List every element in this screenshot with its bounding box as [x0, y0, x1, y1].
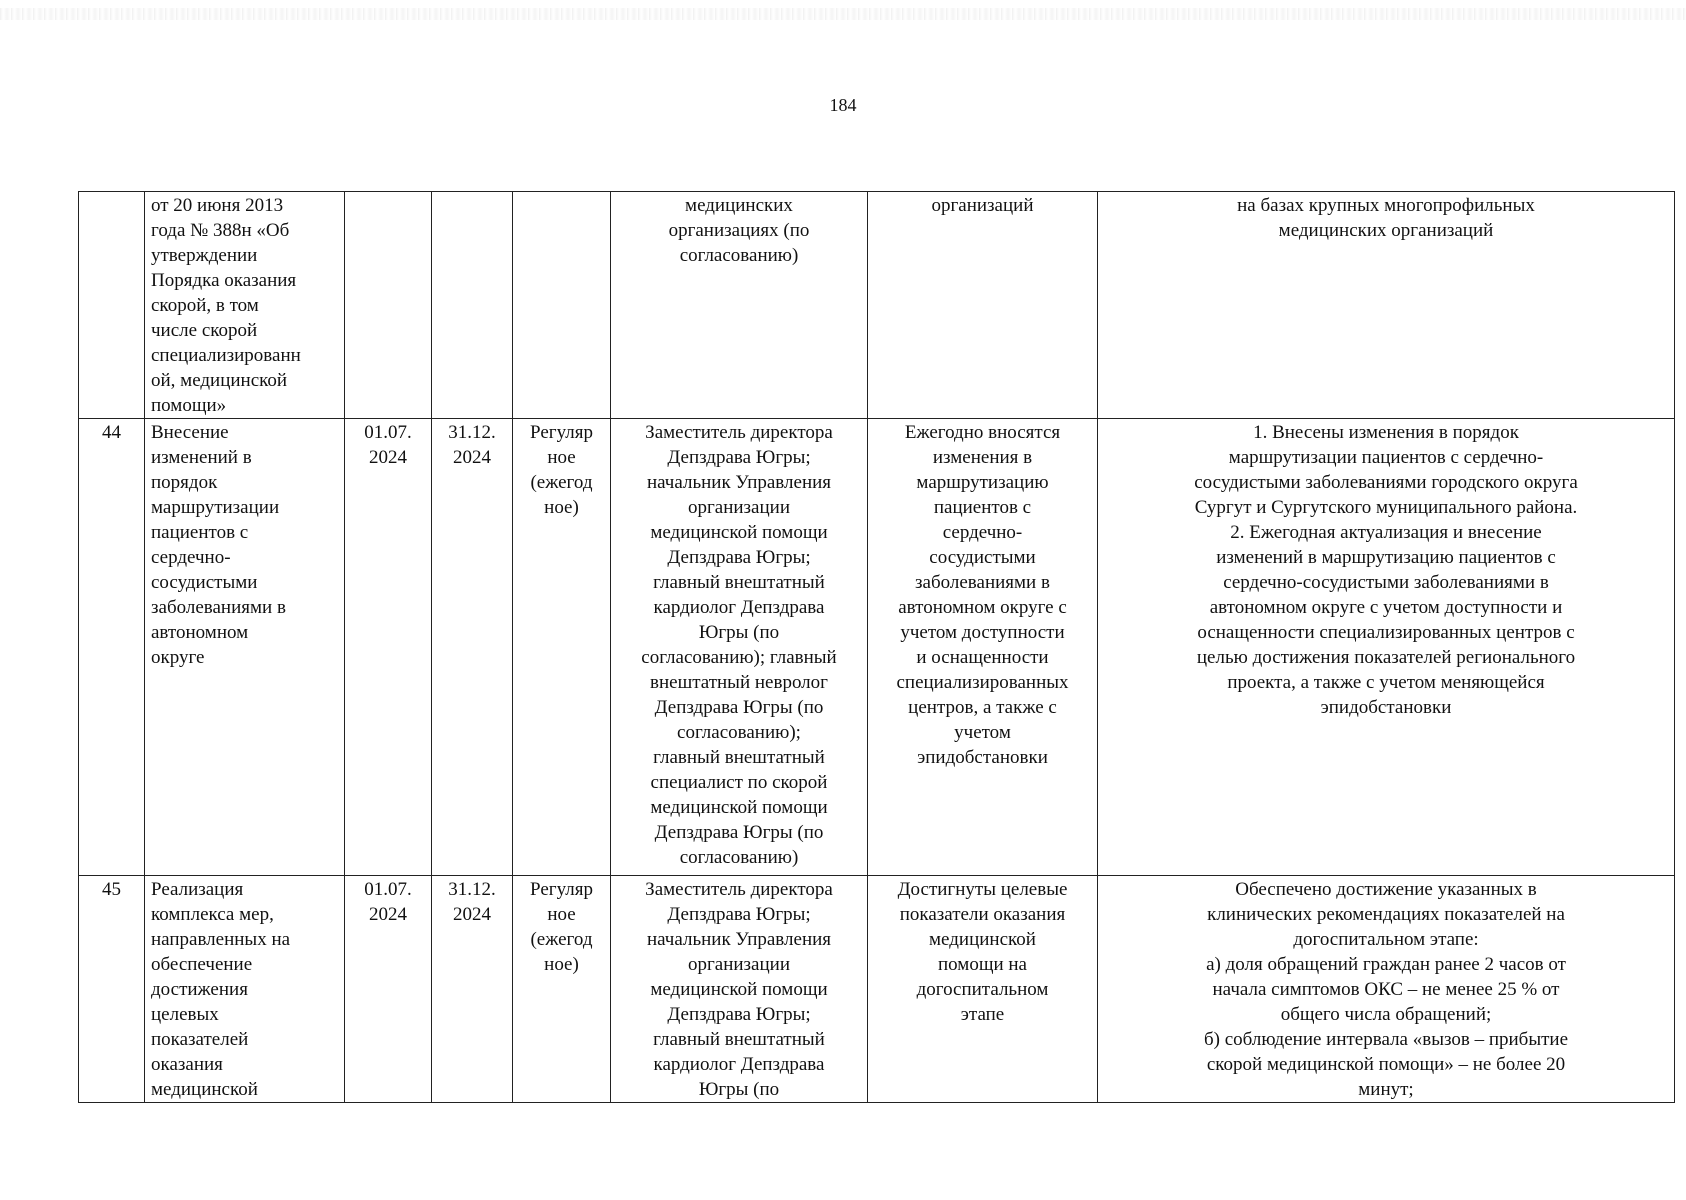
cell-start-date: 01.07. 2024: [345, 419, 432, 876]
cell-characteristic: организаций: [868, 192, 1098, 419]
cell-number: 45: [79, 876, 145, 1103]
cell-end-date: 31.12. 2024: [432, 876, 513, 1103]
scan-noise: [0, 8, 1686, 20]
cell-result: 1. Внесены изменения в порядок маршрутизации пациентов с сердечно- сосудистыми заболеваниями городского округа Сургут и Сургутского муниципального района. 2. Ежегодная актуализация и внесение изменений в маршрутизацию пациентов с сердечно-сосудистыми заболеваниями в автономном округе с учетом доступности и оснащенности специализированных центров с целью достижения показателей регионального проекта, а также с учетом меняющейся эпидобстановки: [1098, 419, 1675, 876]
table-row: [79, 192, 1675, 419]
cell-event: от 20 июня 2013 года № 388н «Об утверждении Порядка оказания скорой, в том числе скорой специализированн ой, медицинской помощи»: [145, 192, 345, 419]
cell-event: Внесение изменений в порядок маршрутизации пациентов с сердечно- сосудистыми заболеваниями в автономном округе: [145, 419, 345, 876]
cell-result: Обеспечено достижение указанных в клинических рекомендациях показателей на догоспитальном этапе: а) доля обращений граждан ранее 2 часов от начала симптомов ОКС – не менее 25 % от общего числа обращений; б) соблюдение интервала «вызов – прибытие скорой медицинской помощи» – не более 20 минут;: [1098, 876, 1675, 1103]
plan-table: [78, 191, 1675, 1103]
cell-start-date: [345, 192, 432, 419]
cell-end-date: [432, 192, 513, 419]
cell-responsible: Заместитель директора Депздрава Югры; начальник Управления организации медицинской помощи Депздрава Югры; главный внештатный кардиолог Депздрава Югры (по согласованию); главный внештатный невролог Депздрава Югры (по согласованию); главный внештатный специалист по скорой медицинской помощи Депздрава Югры (по согласованию): [611, 419, 868, 876]
cell-type: [513, 192, 611, 419]
cell-responsible: Заместитель директора Депздрава Югры; начальник Управления организации медицинской помощи Депздрава Югры; главный внештатный кардиолог Депздрава Югры (по: [611, 876, 868, 1103]
cell-event: Реализация комплекса мер, направленных на обеспечение достижения целевых показателей оказания медицинской: [145, 876, 345, 1103]
cell-characteristic: Ежегодно вносятся изменения в маршрутизацию пациентов с сердечно- сосудистыми заболеваниями в автономном округе с учетом доступности и оснащенности специализированных центров, а также с учетом эпидобстановки: [868, 419, 1098, 876]
page-number: 184: [829, 95, 857, 115]
cell-end-date: 31.12. 2024: [432, 419, 513, 876]
cell-type: Регуляр ное (ежегод ное): [513, 876, 611, 1103]
table-row: [79, 876, 1675, 1103]
cell-number: 44: [79, 419, 145, 876]
cell-characteristic: Достигнуты целевые показатели оказания медицинской помощи на догоспитальном этапе: [868, 876, 1098, 1103]
cell-start-date: 01.07. 2024: [345, 876, 432, 1103]
cell-result: на базах крупных многопрофильных медицинских организаций: [1098, 192, 1675, 419]
cell-type: Регуляр ное (ежегод ное): [513, 419, 611, 876]
cell-number: [79, 192, 145, 419]
table-row: [79, 419, 1675, 876]
cell-responsible: медицинских организациях (по согласованию): [611, 192, 868, 419]
